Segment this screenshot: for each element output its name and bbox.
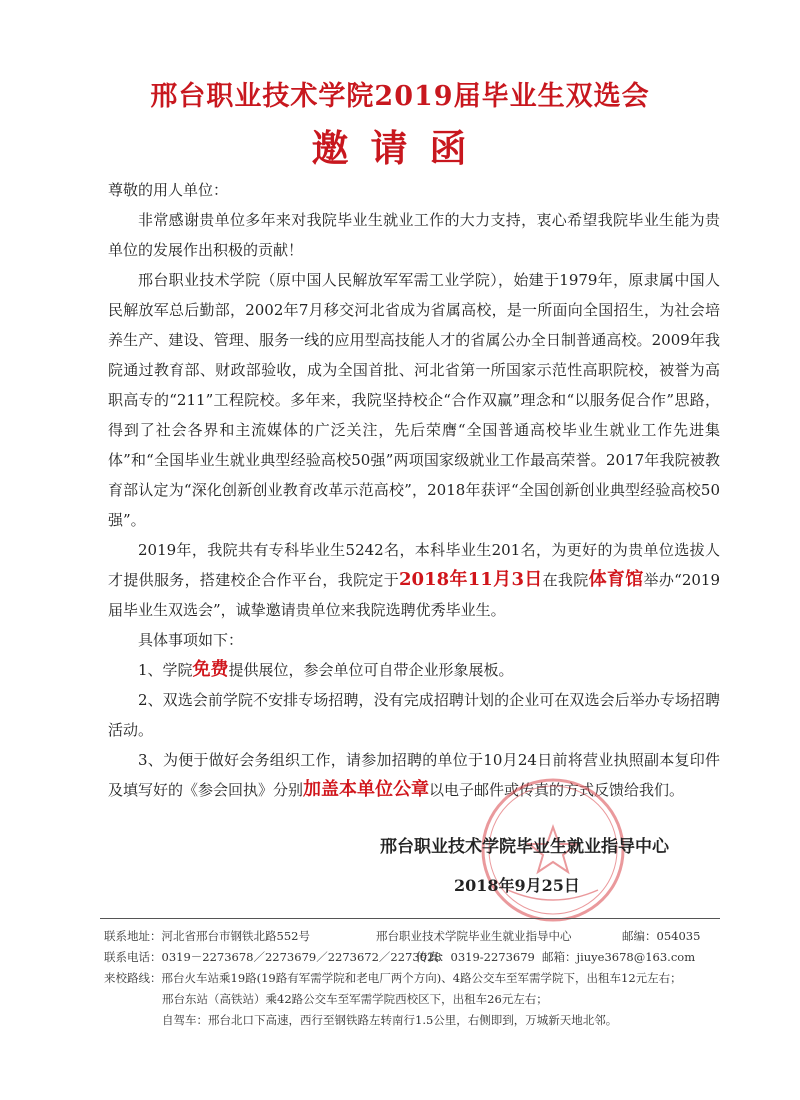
item-3-text-a: 3、为便于做好会务组织工作，请参加招聘的单位于10月24日前将营业执照副本复印件及填写好的《参会回执》分别: [108, 751, 720, 799]
document-subtitle: 邀请函: [311, 126, 489, 170]
item-1-text-b: 提供展位，参会单位可自带企业形象展板。: [228, 661, 514, 679]
footer-row-route1: [104, 968, 734, 989]
item-3: [108, 745, 720, 805]
salutation: 尊敬的用人单位：: [108, 181, 229, 199]
item-1-text-a: 1、学院: [138, 661, 193, 679]
contact-email: 邮箱：jiuye3678@163.com: [542, 950, 696, 964]
signature-date: 2018年9月25日: [454, 876, 580, 895]
footer-row-address: [104, 926, 734, 947]
signature-organization: 邢台职业技术学院毕业生就业指导中心: [380, 837, 669, 857]
item-3-seal-note: 加盖本单位公章: [303, 779, 430, 800]
contact-postcode: 邮编：054035: [622, 929, 701, 943]
route-train: 来校路线：邢台火车站乘19路(19路有军需学院和老电厂两个方向)、4路公交车至军需学院下，出租车12元左右；: [104, 971, 682, 985]
item-1-free: 免费: [192, 659, 229, 680]
route-driving: 自驾车：邢台北口下高速，西行至钢铁路左转南行1.5公里，右侧即到，万城新天地北邻。: [162, 1013, 618, 1027]
footer-row-route2: [104, 989, 734, 1010]
route-high-speed-rail: 邢台东站（高铁站）乘42路公交车至军需学院西校区下，出租车26元左右；: [162, 992, 548, 1006]
paragraph-intro: 邢台职业技术学院（原中国人民解放军军需工业学院），始建于1979年，原隶属中国人民解放军总后勤部，2002年7月移交河北省成为省属高校，是一所面向全国招生，为社会培养生产、建设、管理、服务一线的应用型高技能人才的省属公办全日制普通高校。2009年我院通过教育部、财政部验收，成为全国首批、河北省第一所国家示范性高职院校，被誉为高职高专的“211”工程院校。多年来，我院坚持校企“合作双赢”理念和“以服务促合作”思路，得到了社会各界和主流媒体的广泛关注，先后荣膺“全国普通高校毕业生就业工作先进集体”和“全国毕业生就业典型经验高校50强”两项国家级就业工作最高荣誉。2017年我院被教育部认定为“深化创新创业教育改革示范高校”，2018年获评“全国创新创业典型经验高校50强”。: [108, 271, 720, 529]
items-heading: 具体事项如下：: [138, 631, 244, 649]
document-title: 邢台职业技术学院2019届毕业生双选会: [150, 81, 650, 112]
event-date: 2018年11月3日: [399, 569, 543, 590]
contact-fax: 传真：0319-2273679: [416, 950, 535, 964]
item-2: 2、双选会前学院不安排专场招聘，没有完成招聘计划的企业可在双选会后举办专场招聘活动。: [108, 691, 720, 739]
footer-divider: [100, 918, 720, 919]
footer-row-route3: [104, 1010, 734, 1031]
contact-address: 联系地址：河北省邢台市钢铁北路552号: [104, 929, 310, 943]
item-3-text-b: 以电子邮件或传真的方式反馈给我们。: [429, 781, 685, 799]
contact-office: 邢台职业技术学院毕业生就业指导中心: [376, 929, 572, 943]
event-text-a: 2019年，我院共有专科毕业生5242名，本科毕业生201名，为更好的为贵单位选拔人才提供服务，搭建校企合作平台，我院定于: [108, 541, 720, 589]
paragraph-thanks: 非常感谢贵单位多年来对我院毕业生就业工作的大力支持，衷心希望我院毕业生能为贵单位的发展作出积极的贡献！: [108, 211, 720, 259]
contact-footer: [104, 926, 734, 1031]
event-venue: 体育馆: [588, 569, 644, 590]
contact-phone: 联系电话：0319－2273678／2273679／2273672／2273028: [104, 950, 442, 964]
event-text-b: 在我院: [542, 571, 589, 589]
item-1: [108, 655, 720, 685]
paragraph-event: [108, 535, 720, 625]
footer-row-phone: [104, 947, 734, 968]
event-text-c: 举办“2019届毕业生双选会”，诚挚邀请贵单位来我院选聘优秀毕业生。: [108, 571, 720, 619]
letter-body: [108, 175, 720, 805]
